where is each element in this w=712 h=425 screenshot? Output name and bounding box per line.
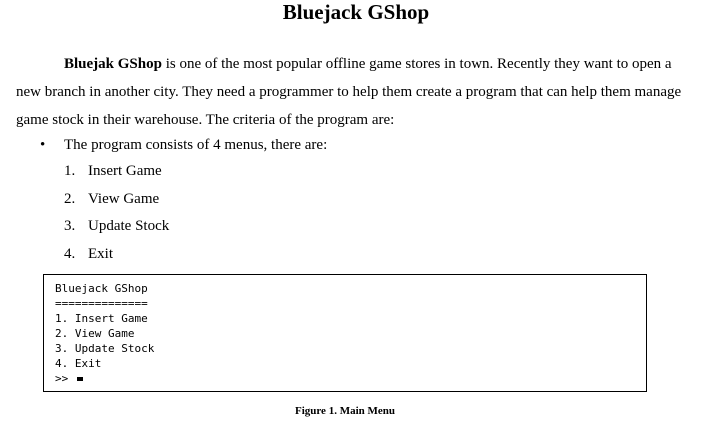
console-prompt-line bbox=[55, 371, 154, 386]
menu-item-number: 4. bbox=[64, 245, 76, 262]
console-line: 2. View Game bbox=[55, 327, 135, 340]
bullet-text: The program consists of 4 menus, there are: bbox=[64, 137, 328, 153]
intro-brand: Bluejak GShop bbox=[64, 56, 162, 72]
menu-item-number: 1. bbox=[64, 163, 76, 179]
figure-caption: Figure 1. Main Menu bbox=[294, 405, 395, 417]
menu-item-number: 2. bbox=[64, 190, 76, 207]
menu-list-item bbox=[64, 213, 169, 241]
console-output bbox=[55, 281, 154, 386]
intro-text: is one of the most popular offline game stores in town. Recently they want to open a new branch in another city. They need a programmer to help them create a program that can help them manage game stock in their warehouse. The criteria of the program are: bbox=[16, 56, 682, 128]
console-screenshot bbox=[43, 274, 647, 392]
menu-list-item bbox=[64, 186, 169, 214]
cursor-icon bbox=[77, 377, 83, 381]
console-prompt: >> bbox=[55, 372, 75, 385]
bullet-item bbox=[40, 131, 327, 159]
intro-paragraph bbox=[16, 50, 696, 134]
menu-item-label: Exit bbox=[88, 245, 113, 262]
console-line: 1. Insert Game bbox=[55, 312, 148, 325]
menu-item-label: View Game bbox=[88, 190, 160, 207]
console-line: 4. Exit bbox=[55, 357, 102, 370]
document-title: Bluejack GShop bbox=[282, 0, 430, 24]
menu-list-item bbox=[64, 241, 169, 269]
console-line: Bluejack GShop bbox=[55, 282, 148, 295]
menu-item-number: 3. bbox=[64, 218, 76, 234]
menu-item-label: Insert Game bbox=[88, 163, 162, 179]
menu-list-item bbox=[64, 158, 169, 186]
console-line: 3. Update Stock bbox=[55, 342, 155, 355]
bullet-icon: • bbox=[40, 137, 46, 153]
console-line: ============== bbox=[55, 297, 148, 310]
menu-list bbox=[64, 158, 169, 268]
menu-item-label: Update Stock bbox=[88, 218, 170, 234]
